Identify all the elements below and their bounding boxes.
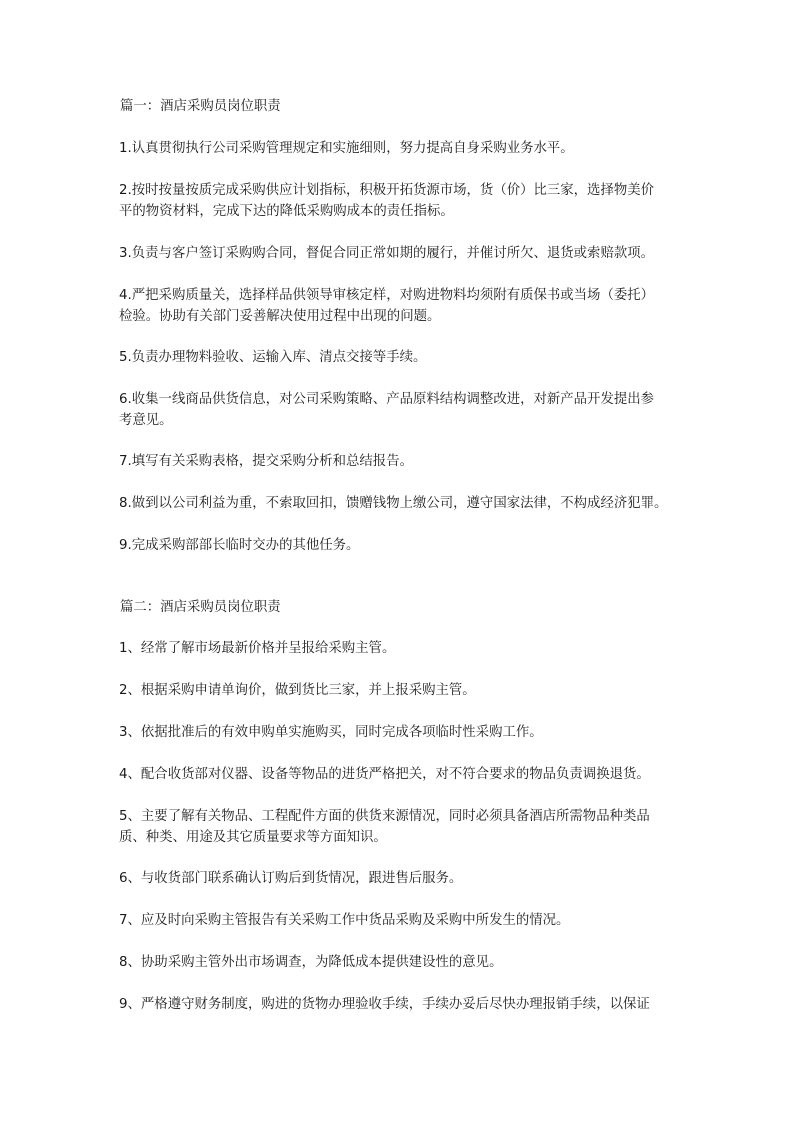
section1-item-4 bbox=[119, 285, 685, 327]
section1-item-6 bbox=[119, 389, 685, 431]
text-line: 9.完成采购部部长临时交办的其他任务。 bbox=[119, 538, 360, 553]
section2-item-1 bbox=[119, 638, 685, 659]
section2-title: 篇二：酒店采购员岗位职责 bbox=[120, 600, 281, 615]
section1-item-5 bbox=[119, 347, 685, 368]
text-line: 平的物资材料，完成下达的降低采购购成本的责任指标。 bbox=[119, 204, 454, 219]
text-line: 8.做到以公司利益为重，不索取回扣，馈赠钱物上缴公司，遵守国家法律，不构成经济犯罪。 bbox=[119, 496, 668, 511]
text-line: 5.负责办理物料验收、运输入库、清点交接等手续。 bbox=[119, 350, 427, 365]
section2-item-9 bbox=[119, 994, 685, 1015]
section1-item-1 bbox=[119, 138, 685, 159]
text-line: 7、应及时向采购主管报告有关采购工作中货品采购及采购中所发生的情况。 bbox=[119, 913, 570, 928]
text-line: 2.按时按量按质完成采购供应计划指标，积极开拓货源市场，货（价）比三家，选择物美价 bbox=[119, 183, 655, 198]
text-line: 9、严格遵守财务制度，购进的货物办理验收手续，手续办妥后尽快办理报销手续，以保证 bbox=[119, 997, 650, 1012]
text-line: 质、种类、用途及其它质量要求等方面知识。 bbox=[119, 830, 387, 845]
section1-item-3 bbox=[119, 243, 685, 264]
section2-item-8 bbox=[119, 952, 685, 973]
text-line: 8、协助采购主管外出市场调查，为降低成本提供建设性的意见。 bbox=[119, 955, 503, 970]
section2-item-3 bbox=[119, 722, 685, 743]
section2-item-6 bbox=[119, 868, 685, 889]
section2-item-4 bbox=[119, 764, 685, 785]
section2-item-5 bbox=[119, 806, 685, 848]
text-line: 4、配合收货部对仪器、设备等物品的进货严格把关，对不符合要求的物品负责调换退货。 bbox=[119, 767, 650, 782]
section2-item-7 bbox=[119, 910, 685, 931]
text-line: 1、经常了解市场最新价格并呈报给采购主管。 bbox=[119, 641, 396, 656]
section1-title: 篇一：酒店采购员岗位职责 bbox=[120, 99, 281, 114]
text-line: 6.收集一线商品供货信息，对公司采购策略、产品原料结构调整改进，对新产品开发提出参 bbox=[119, 392, 655, 407]
section2-item-2 bbox=[119, 680, 685, 701]
text-line: 1.认真贯彻执行公司采购管理规定和实施细则，努力提高自身采购业务水平。 bbox=[119, 141, 574, 156]
section1-item-2 bbox=[119, 180, 685, 222]
text-line: 考意见。 bbox=[119, 413, 173, 428]
text-line: 4.严把采购质量关，选择样品供领导审核定样，对购进物料均须附有质保书或当场（委托） bbox=[119, 288, 655, 303]
text-line: 7.填写有关采购表格，提交采购分析和总结报告。 bbox=[119, 454, 413, 469]
section1-item-7 bbox=[119, 451, 685, 472]
text-line: 3.负责与客户签订采购购合同，督促合同正常如期的履行，并催讨所欠、退货或索赔款项。 bbox=[119, 246, 655, 261]
section1-item-9 bbox=[119, 535, 685, 556]
text-line: 6、与收货部门联系确认订购后到货情况，跟进售后服务。 bbox=[119, 871, 463, 886]
text-line: 3、依据批准后的有效申购单实施购买，同时完成各项临时性采购工作。 bbox=[119, 725, 543, 740]
text-line: 5、主要了解有关物品、工程配件方面的供货来源情况，同时必须具备酒店所需物品种类品 bbox=[119, 809, 650, 824]
section1-item-8 bbox=[119, 493, 685, 514]
text-line: 2、根据采购申请单询价，做到货比三家，并上报采购主管。 bbox=[119, 683, 476, 698]
text-line: 检验。协助有关部门妥善解决使用过程中出现的问题。 bbox=[119, 309, 441, 324]
